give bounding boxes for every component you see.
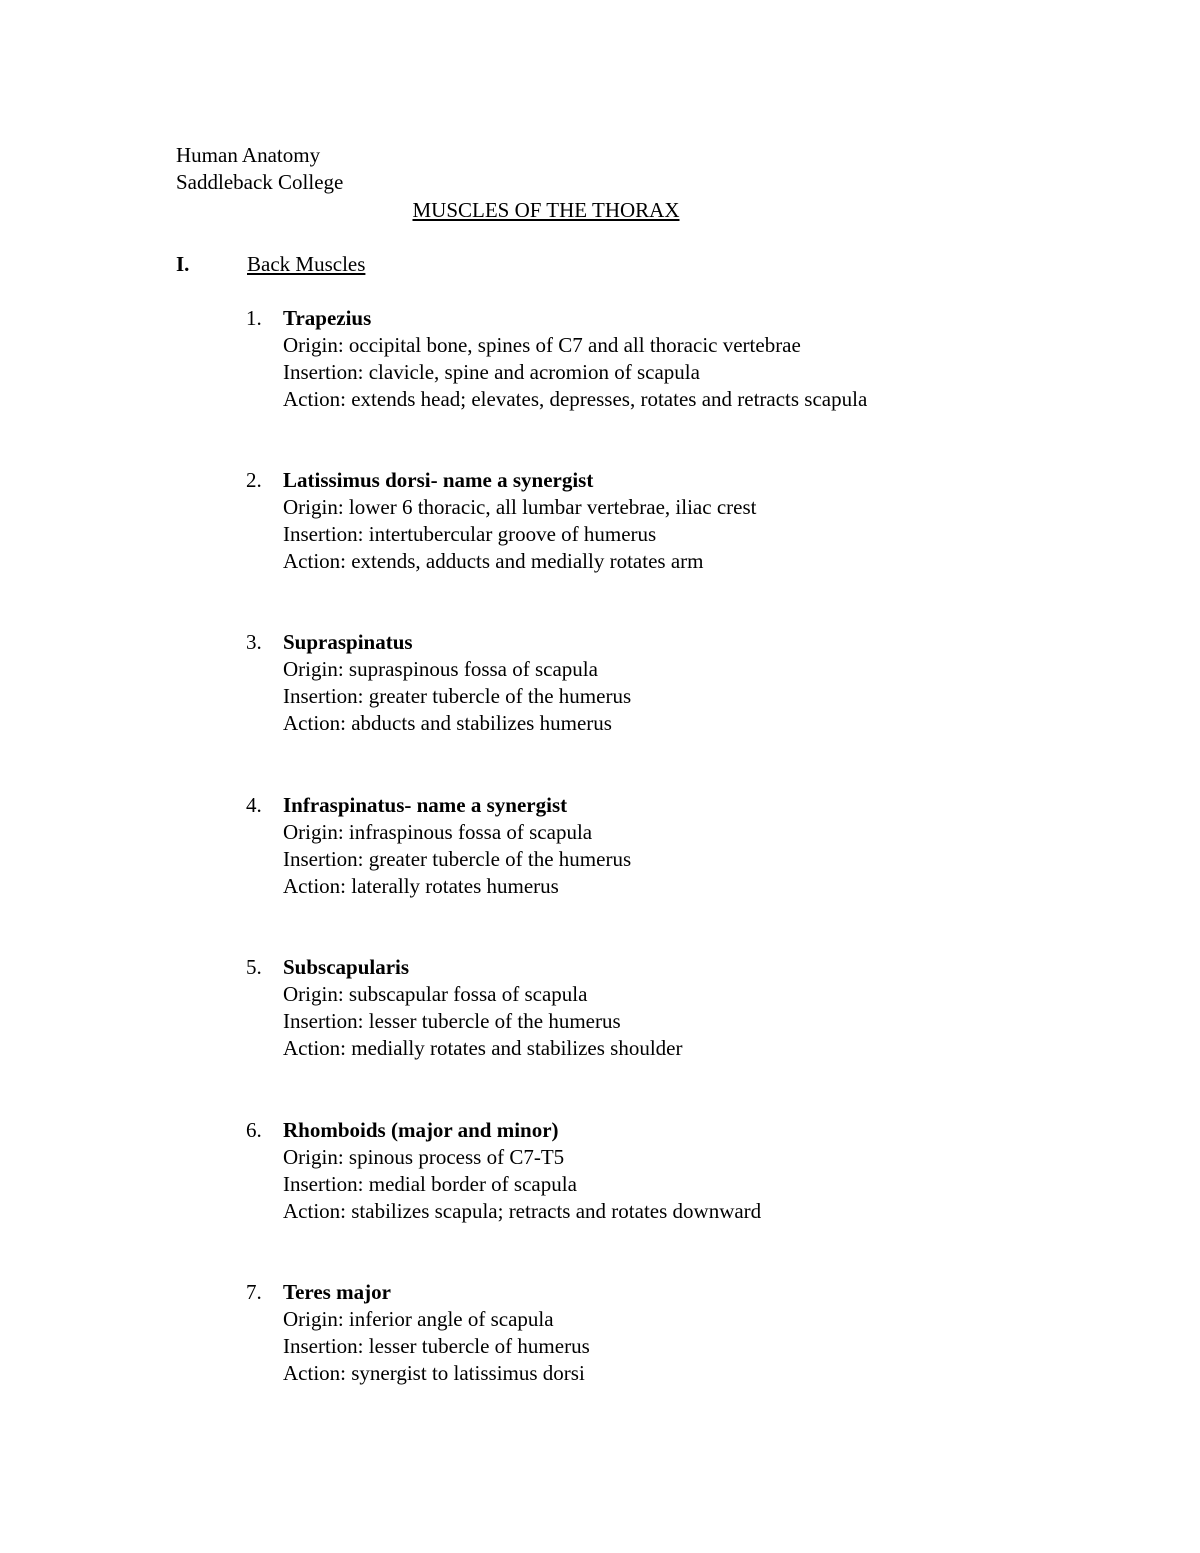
muscle-insertion: Insertion: intertubercular groove of humerus (283, 522, 657, 546)
muscle-details (283, 954, 682, 1062)
section-title: Back Muscles (247, 252, 366, 276)
muscle-origin: Origin: infraspinous fossa of scapula (283, 820, 593, 844)
muscle-insertion: Insertion: lesser tubercle of humerus (283, 1334, 590, 1358)
school-name: Saddleback College (176, 170, 344, 194)
muscle-origin: Origin: spinous process of C7-T5 (283, 1145, 565, 1169)
muscle-details (283, 305, 867, 413)
muscle-number: 1. (246, 306, 262, 330)
muscle-details (283, 1279, 590, 1387)
muscle-origin: Origin: occipital bone, spines of C7 and all thoracic vertebrae (283, 333, 801, 357)
muscle-name: Supraspinatus (283, 630, 413, 654)
muscle-details (283, 629, 631, 737)
muscle-number: 3. (246, 630, 262, 654)
muscle-name: Latissimus dorsi- name a synergist (283, 468, 594, 492)
muscle-action: Action: medially rotates and stabilizes shoulder (283, 1036, 683, 1060)
muscle-name: Infraspinatus- name a synergist (283, 793, 568, 817)
muscle-origin: Origin: lower 6 thoracic, all lumbar vertebrae, iliac crest (283, 495, 757, 519)
muscle-number: 7. (246, 1280, 262, 1304)
muscle-name: Trapezius (283, 306, 372, 330)
page-title: MUSCLES OF THE THORAX (412, 198, 680, 222)
muscle-action: Action: laterally rotates humerus (283, 874, 559, 898)
muscle-insertion: Insertion: clavicle, spine and acromion of scapula (283, 360, 700, 384)
muscle-details (283, 1117, 761, 1225)
muscle-action: Action: abducts and stabilizes humerus (283, 711, 612, 735)
muscle-name: Rhomboids (major and minor) (283, 1118, 559, 1142)
muscle-origin: Origin: subscapular fossa of scapula (283, 982, 588, 1006)
muscle-number: 5. (246, 955, 262, 979)
muscle-origin: Origin: supraspinous fossa of scapula (283, 657, 598, 681)
muscle-name: Teres major (283, 1280, 391, 1304)
section-numeral: I. (176, 252, 190, 276)
muscle-number: 2. (246, 468, 262, 492)
muscle-number: 6. (246, 1118, 262, 1142)
course-name: Human Anatomy (176, 143, 321, 167)
muscle-name: Subscapularis (283, 955, 410, 979)
muscle-insertion: Insertion: medial border of scapula (283, 1172, 577, 1196)
muscle-action: Action: extends, adducts and medially rotates arm (283, 549, 704, 573)
muscle-origin: Origin: inferior angle of scapula (283, 1307, 554, 1331)
muscle-details (283, 467, 756, 575)
muscle-number: 4. (246, 793, 262, 817)
muscle-insertion: Insertion: greater tubercle of the humerus (283, 847, 632, 871)
muscle-insertion: Insertion: lesser tubercle of the humerus (283, 1009, 621, 1033)
muscle-action: Action: stabilizes scapula; retracts and rotates downward (283, 1199, 762, 1223)
muscle-action: Action: extends head; elevates, depresses, rotates and retracts scapula (283, 387, 868, 411)
muscle-details (283, 792, 631, 900)
muscle-insertion: Insertion: greater tubercle of the humerus (283, 684, 632, 708)
muscle-action: Action: synergist to latissimus dorsi (283, 1361, 585, 1385)
